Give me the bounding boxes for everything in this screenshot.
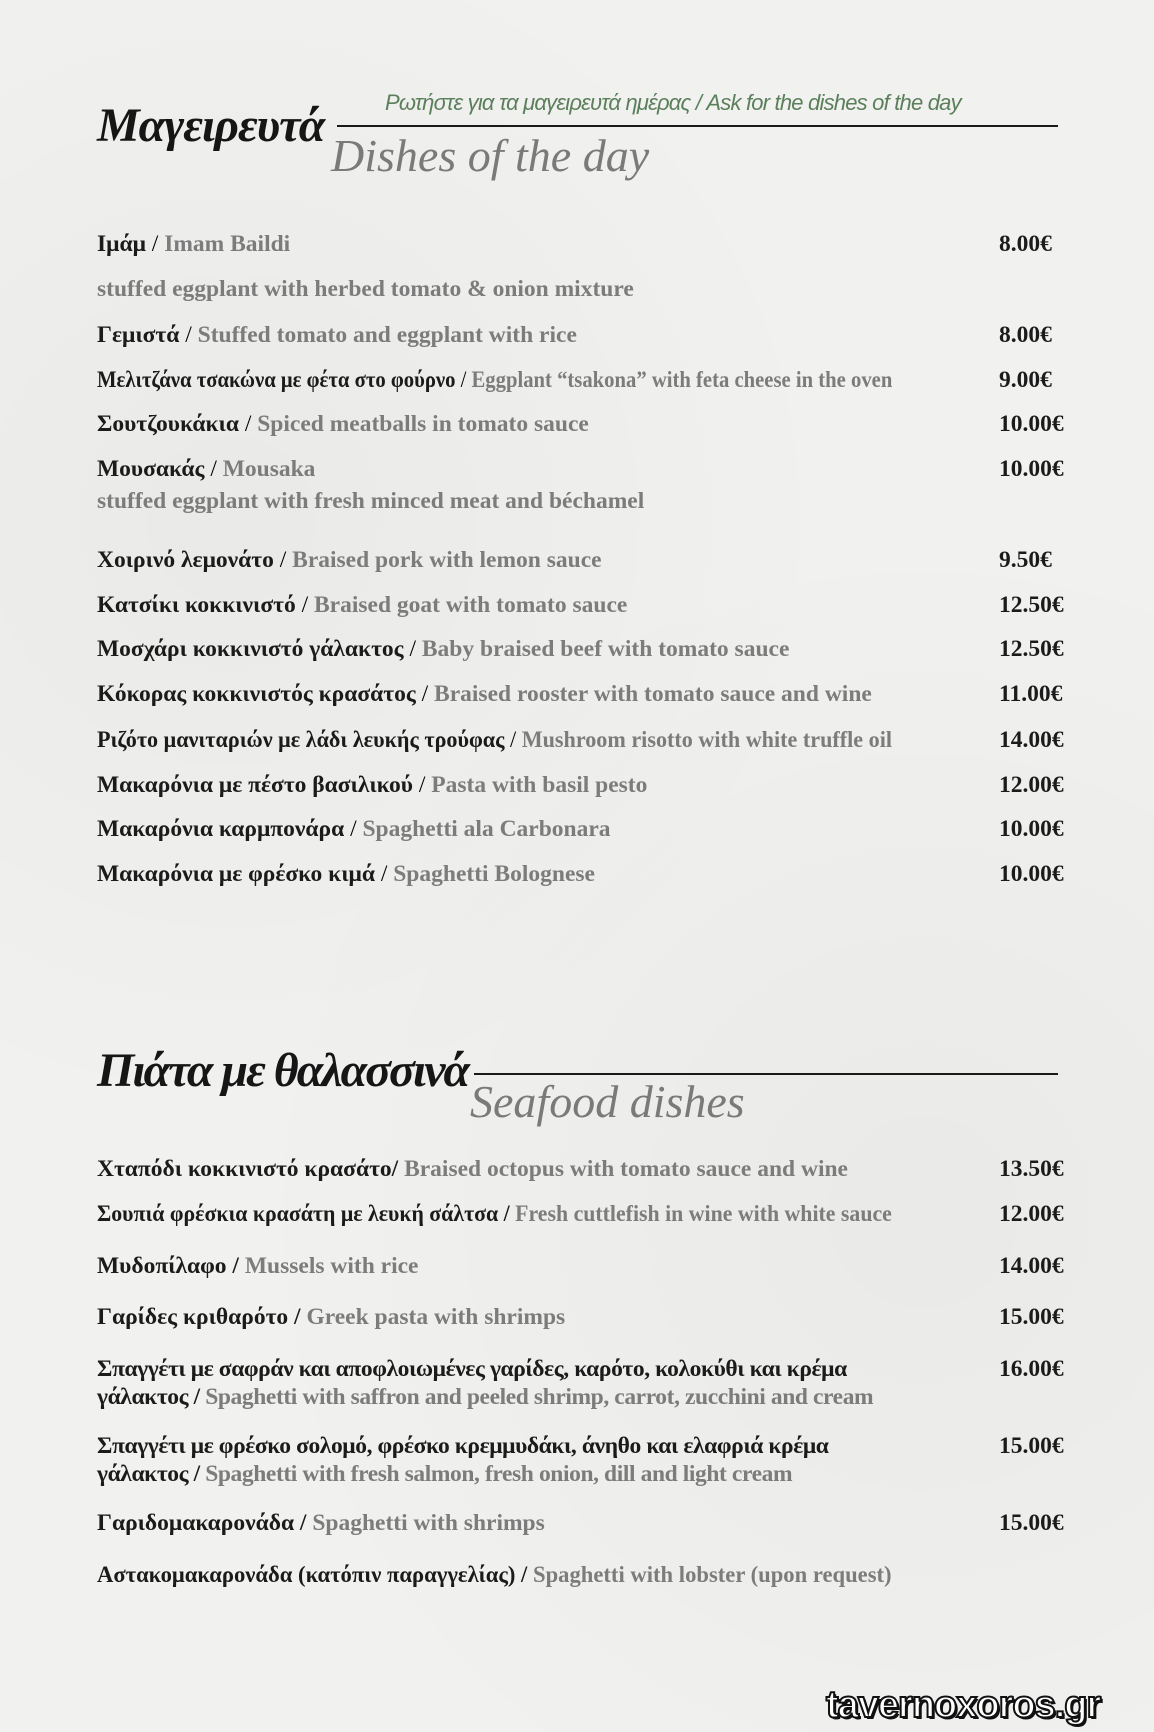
dish-names xyxy=(97,1509,545,1537)
ask-dishes-note: Ρωτήστε για τα μαγειρευτά ημέρας / Ask for the dishes of the day xyxy=(385,90,961,115)
menu-item xyxy=(97,635,1097,663)
dish-name-greek: Ιμάμ xyxy=(97,231,146,257)
dish-price: 10.00€ xyxy=(999,411,1064,437)
dish-name-greek: Ριζότο μανιταριών με λάδι λευκής τρούφας xyxy=(97,727,505,753)
dish-name-english: Braised goat with tomato sauce xyxy=(314,592,628,618)
dish-name-english: Pasta with basil pesto xyxy=(431,772,648,798)
dish-description: stuffed eggplant with herbed tomato & onion mixture xyxy=(97,276,634,302)
dish-names xyxy=(97,1561,892,1589)
menu-item xyxy=(97,366,1097,394)
dish-name-greek: Μελιτζάνα τσακώνα με φέτα στο φούρνο xyxy=(97,367,456,393)
dish-price: 10.00€ xyxy=(999,816,1064,842)
menu-item xyxy=(97,1561,1097,1589)
dish-price: 8.00€ xyxy=(999,322,1052,348)
dish-price: 12.00€ xyxy=(999,1201,1064,1227)
dish-name-english: Mussels with rice xyxy=(244,1253,419,1279)
dish-name-greek: Σουτζουκάκια xyxy=(97,411,239,437)
section-title-dishes: Μαγειρευτά xyxy=(97,99,325,152)
dish-name-greek: Μακαρόνια καρμπονάρα xyxy=(97,816,345,842)
dish-names xyxy=(97,1355,887,1411)
dish-price: 14.00€ xyxy=(999,1253,1064,1279)
dish-name-english: Spaghetti with lobster (upon request) xyxy=(532,1562,892,1588)
dish-names: Ριζότο μανιταριών με λάδι λευκής τρούφας / Mushroom risotto with white truffle oil xyxy=(97,727,893,753)
dish-names: Μοσχάρι κοκκινιστό γάλακτος / Baby braised beef with tomato sauce xyxy=(97,636,790,662)
dish-name-greek: Κόκορας κοκκινιστός κρασάτος xyxy=(97,681,416,707)
dish-description: stuffed eggplant with fresh minced meat and béchamel xyxy=(97,488,645,514)
dish-name-greek: Μακαρόνια με πέστο βασιλικού xyxy=(97,772,413,798)
dish-name-english: Braised octopus with tomato sauce and wine xyxy=(404,1156,848,1182)
dish-price: 9.50€ xyxy=(999,547,1052,573)
dish-name-english: Spaghetti with fresh salmon, fresh onion, dill and light cream xyxy=(205,1461,793,1487)
dish-name-english: Braised rooster with tomato sauce and wine xyxy=(434,681,872,707)
dish-names xyxy=(97,1252,418,1280)
dish-names xyxy=(97,1155,848,1183)
dish-names: Μελιτζάνα τσακώνα με φέτα στο φούρνο / Eggplant “tsakona” with feta cheese in the oven xyxy=(97,367,893,393)
dish-name-english: Eggplant “tsakona” with feta cheese in the oven xyxy=(471,367,893,393)
dish-name-greek: Μουσακάς xyxy=(97,456,205,482)
dish-name-greek: Σουπιά φρέσκια κρασάτη με λευκή σάλτσα / xyxy=(97,1201,510,1227)
dish-name-english: Spaghetti ala Carbonara xyxy=(362,816,611,842)
section-subtitle-dishes: Dishes of the day xyxy=(331,130,650,181)
dish-name-greek: Χταπόδι κοκκινιστό κρασάτο/ xyxy=(97,1156,399,1182)
menu-item xyxy=(97,1303,1097,1331)
menu-item xyxy=(97,410,1097,438)
dish-price: 12.00€ xyxy=(999,772,1064,798)
dish-names: Γεμιστά / Stuffed tomato and eggplant with rice xyxy=(97,322,577,348)
menu-item xyxy=(97,321,1097,349)
dish-name-english: Greek pasta with shrimps xyxy=(306,1304,566,1330)
dish-name-english: Spaghetti with saffron and peeled shrimp, carrot, zucchini and cream xyxy=(205,1384,874,1410)
dish-names: Χοιρινό λεμονάτο / Braised pork with lemon sauce xyxy=(97,547,602,573)
dish-name-greek: Γεμιστά xyxy=(97,322,180,348)
menu-item xyxy=(97,771,1097,799)
menu-item xyxy=(97,860,1097,888)
dish-name-greek: Αστακομακαρονάδα (κατόπιν παραγγελίας) / xyxy=(97,1562,528,1588)
dish-name-english: Spaghetti with shrimps xyxy=(312,1510,545,1536)
dish-name-english: Baby braised beef with tomato sauce xyxy=(421,636,790,662)
dish-name-greek: Σπαγγέτι με φρέσκο σολομό, φρέσκο κρεμμυδάκι, άνηθο και ελαφριά κρέμα γάλακτος / xyxy=(97,1433,829,1487)
dish-price: 11.00€ xyxy=(999,681,1063,707)
dish-price: 15.00€ xyxy=(999,1433,1064,1459)
menu-item xyxy=(97,546,1097,574)
dish-name-greek: Μακαρόνια με φρέσκο κιμά xyxy=(97,861,375,887)
dish-name-greek: Χοιρινό λεμονάτο xyxy=(97,547,274,573)
dish-price: 15.00€ xyxy=(999,1510,1064,1536)
menu-item xyxy=(97,1355,1097,1411)
dish-names: Κόκορας κοκκινιστός κρασάτος / Braised rooster with tomato sauce and wine xyxy=(97,681,872,707)
dish-price: 12.50€ xyxy=(999,592,1064,618)
dish-price: 8.00€ xyxy=(999,231,1052,257)
dish-name-greek: Γαριδομακαρονάδα / xyxy=(97,1510,307,1536)
dish-price: 15.00€ xyxy=(999,1304,1064,1330)
dish-name-english: Fresh cuttlefish in wine with white sauce xyxy=(515,1201,892,1227)
dish-name-greek: Μοσχάρι κοκκινιστό γάλακτος xyxy=(97,636,404,662)
menu-item xyxy=(97,230,1097,258)
dish-name-english: Mushroom risotto with white truffle oil xyxy=(521,727,893,753)
dish-price: 9.00€ xyxy=(999,367,1052,393)
dish-names: Μουσακάς / Mousaka xyxy=(97,456,316,482)
section-title-seafood: Πιάτα με θαλασσινά xyxy=(97,1044,469,1097)
dish-price: 10.00€ xyxy=(999,456,1064,482)
dish-names xyxy=(97,1200,892,1228)
dish-name-english: Braised pork with lemon sauce xyxy=(292,547,602,573)
dish-name-greek: Κατσίκι κοκκινιστό xyxy=(97,592,296,618)
dish-price: 13.50€ xyxy=(999,1156,1064,1182)
dish-price: 12.50€ xyxy=(999,636,1064,662)
menu-item xyxy=(97,1432,1097,1488)
menu-item xyxy=(97,815,1097,843)
menu-item xyxy=(97,680,1097,708)
menu-item xyxy=(97,726,1097,754)
menu-item xyxy=(97,1155,1097,1183)
dish-name-english: Spaghetti Bolognese xyxy=(393,861,595,887)
menu-item xyxy=(97,1252,1097,1280)
dish-names xyxy=(97,1303,565,1331)
section-subtitle-seafood: Seafood dishes xyxy=(470,1076,745,1127)
divider xyxy=(337,125,1058,127)
dish-name-greek: Σπαγγέτι με σαφράν και αποφλοιωμένες γαρίδες, καρότο, κολοκύθι και κρέμα γάλακτος / xyxy=(97,1356,847,1410)
divider xyxy=(474,1073,1058,1075)
dish-names: Μακαρόνια καρμπονάρα / Spaghetti ala Carbonara xyxy=(97,816,611,842)
dish-names: Σουτζουκάκια / Spiced meatballs in tomato sauce xyxy=(97,411,589,437)
menu-item xyxy=(97,1200,1097,1228)
dish-names: Μακαρόνια με πέστο βασιλικού / Pasta with basil pesto xyxy=(97,772,648,798)
dish-name-english: Spiced meatballs in tomato sauce xyxy=(257,411,589,437)
dish-name-english: Imam Baildi xyxy=(164,231,291,257)
menu-item xyxy=(97,591,1097,619)
dish-names: Ιμάμ / Imam Baildi xyxy=(97,231,291,257)
menu-item xyxy=(97,1509,1097,1537)
dish-name-greek: Γαρίδες κριθαρότο / xyxy=(97,1304,301,1330)
dish-name-english: Stuffed tomato and eggplant with rice xyxy=(197,322,577,348)
dish-name-greek: Μυδοπίλαφο / xyxy=(97,1253,239,1279)
dish-names: Μακαρόνια με φρέσκο κιμά / Spaghetti Bolognese xyxy=(97,861,595,887)
dish-price: 10.00€ xyxy=(999,861,1064,887)
dish-price: 16.00€ xyxy=(999,1356,1064,1382)
dish-price: 14.00€ xyxy=(999,727,1064,753)
watermark: tavernoxoros.gr xyxy=(826,1684,1101,1726)
dish-names xyxy=(97,1432,887,1488)
menu-item xyxy=(97,455,1097,483)
dish-names: Κατσίκι κοκκινιστό / Braised goat with tomato sauce xyxy=(97,592,628,618)
dish-name-english: Mousaka xyxy=(222,456,316,482)
